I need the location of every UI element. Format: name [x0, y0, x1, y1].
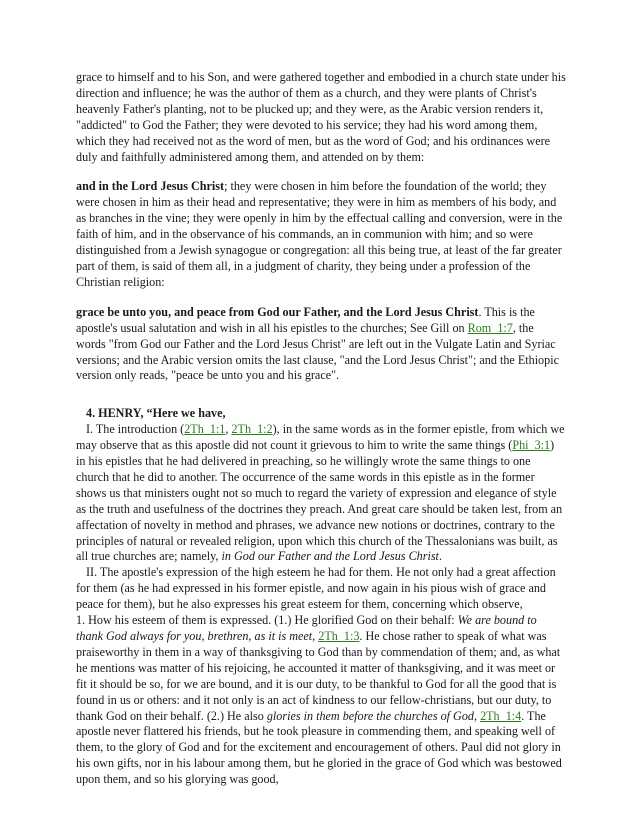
gill-paragraph-3-lemma: grace be unto you, and peace from God our Father, and the Lord Jesus Christ [76, 304, 479, 319]
gill-paragraph-3-text-b: , the words "from God our Father and the Lord Jesus Christ" are left out in the Vulgate Latin and Syriac versions; and the Arabic version omits the last clause, "and the Lord Jesus Christ"; and the Ethiopic version only reads, "peace be unto you and his grace". [76, 320, 559, 383]
henry-heading [76, 406, 566, 422]
scripture-link-2th-1-4[interactable]: 2Th_1:4 [480, 708, 522, 723]
gill-paragraph-2-text: ; they were chosen in him before the foundation of the world; they were chosen in him as their head and representative; they were in him as members of his body, and as branches in the vine; they were openly in him by the effectual calling and conversion, were in the faith of him, and in the observance of his commands, an in communion with him; and so were distinguished from a Jewish synagogue or congregation: all this being true, at least of the far greater part of them, is said of them all, in a judgment of charity, they being under a profession of the Christian religion: [76, 179, 563, 289]
henry-section-ii-text: II. The apostle's expression of the high esteem he had for them. He not only had a great affection for them (as he had expressed in his former epistle, and now again in his pious wish of grace and peace for them), but he also expresses his great esteem for them, concerning which observe, [76, 565, 556, 612]
gill-paragraph-1-text: grace to himself and to his Son, and were gathered together and embodied in a church state under his direction and influence; he was the author of them as a church, and they were plants of Christ's heavenly Father's planting, not to be plucked up; and they were, as the Arabic version renders it, "addicted" to God the Father; they were devoted to his service; they had his word among them, which they had received not as the word of men, but as the word of God; and his ordinances were duly and faithfully administered among them, and attended on by them: [76, 70, 566, 164]
henry-section-ii [76, 565, 566, 613]
henry-section-i-text-c: ) in his epistles that he had delivered in preaching, so he willingly wrote the same things to one church that he did to another. The occurrence of the same words in this epistle as in the former shows us that ministers ought not so much to regard the variety of expression and elegance of style as the truth and usefulness of the doctrines they preach. And great care should be taken lest, from an affectation of novelty in method and phrases, we advance new notions or doctrines, contrary to the principles of natural or revealed religion, upon which this church of the Thessalonians was built, as all true churches are; namely, [76, 438, 563, 564]
henry-point-1-text-b: . He chose rather to speak of what was praiseworthy in them in a way of thanksgiving to God than by commendation of them; and, as what he mentions was matter of his rejoicing, he accounted it matter of thanksgiving, and it was meet or fit it should be so, for we are bound, and it is our duty, to be thankful to God for all the good that is found in us or others: and it not only is an act of kindness to our fellow-christians, but our duty, to thank God on their behalf. (2.) He also [76, 629, 561, 723]
henry-point-1-italic-1: We are bound to thank God always for you, brethren, as it is meet, [76, 613, 537, 643]
henry-section-i-end: . [438, 549, 442, 564]
document-page [76, 70, 566, 788]
scripture-link-2th-1-2[interactable]: 2Th_1:2 [231, 422, 273, 437]
scripture-link-phi-3-1[interactable]: Phi_3:1 [512, 438, 551, 453]
henry-point-1-italic-2: glories in them before the churches of God, [266, 708, 478, 723]
gill-paragraph-1 [76, 70, 566, 165]
henry-section-i [76, 422, 566, 565]
henry-section-i-text-a: I. The introduction ( [86, 422, 185, 437]
scripture-link-2th-1-1[interactable]: 2Th_1:1 [184, 422, 226, 437]
gill-paragraph-3-text-a: . This is the apostle's usual salutation and wish in all his epistles to the churches; See Gill on [76, 304, 535, 335]
henry-heading-label: 4. HENRY, [86, 406, 147, 421]
henry-section-i-text-b: ), in the same words as in the former epistle, from which we may observe that as this apostle did not count it grievous to him to write the same things ( [76, 422, 565, 453]
henry-heading-quote: “Here we have, [146, 406, 226, 421]
henry-point-1 [76, 613, 566, 788]
gill-paragraph-3 [76, 305, 566, 385]
scripture-link-2th-1-3[interactable]: 2Th_1:3 [318, 629, 360, 643]
gill-paragraph-2 [76, 179, 566, 290]
henry-point-1-text-c: . The apostle never flattered his friends, but he took pleasure in commending them, and speaking well of them, to the glory of God and for the excitement and encouragement of others. Paul did not glory in his own gifts, nor in his labour among them, but he gloried in the grace of God which was bestowed upon them, and so his glorying was good, [76, 708, 562, 787]
scripture-link-rom-1-7[interactable]: Rom_1:7 [467, 320, 513, 335]
gill-paragraph-2-lemma: and in the Lord Jesus Christ [76, 179, 225, 194]
henry-section-i-italic: in God our Father and the Lord Jesus Christ [221, 549, 439, 564]
henry-section-i-comma: , [225, 422, 232, 437]
henry-point-1-text-a: 1. How his esteem of them is expressed. (1.) He glorified God on their behalf: [76, 613, 458, 628]
